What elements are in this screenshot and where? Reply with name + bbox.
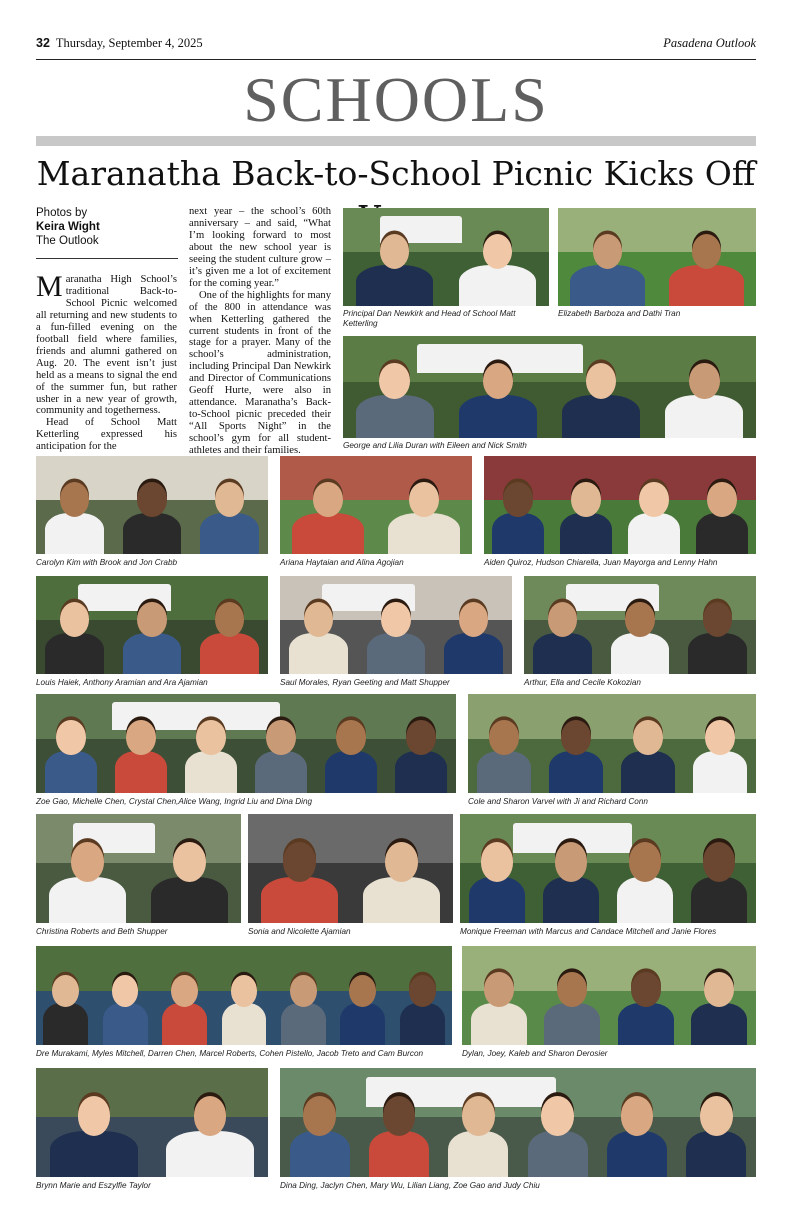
person-figure — [42, 1084, 146, 1177]
person-figure — [601, 1084, 672, 1177]
caption: Louis Haiek, Anthony Aramian and Ara Ajamian — [36, 678, 208, 687]
event-photo — [36, 576, 268, 674]
person-figure — [451, 351, 544, 438]
caption: Principal Dan Newkirk and Head of School Matt Ketterling — [343, 309, 516, 328]
person-figure — [284, 1084, 355, 1177]
drop-cap: M — [36, 270, 63, 303]
caption: Saul Morales, Ryan Geeting and Matt Shupper — [280, 678, 450, 687]
caption: Carolyn Kim with Brook and Jon Crabb — [36, 558, 178, 567]
caption: Dre Murakami, Myles Mitchell, Darren Chen, Marcel Roberts, Cohen Pistello, Jacob Treto and Cam Burcon — [36, 1049, 424, 1058]
person-figure — [348, 223, 441, 306]
person-figure — [612, 830, 679, 923]
person-figure — [195, 471, 265, 554]
person-figure — [158, 961, 211, 1045]
event-photo — [36, 694, 456, 793]
photo-credit — [36, 206, 178, 248]
person-figure — [40, 709, 103, 793]
caption: George and Lilia Duran with Eileen and Nick Smith — [343, 441, 527, 450]
person-figure — [253, 830, 345, 923]
person-figure — [522, 1084, 593, 1177]
person-figure — [39, 961, 92, 1045]
person-figure — [158, 1084, 262, 1177]
person-figure — [250, 709, 313, 793]
person-figure — [472, 709, 537, 793]
header-rule — [36, 59, 756, 60]
headline: Maranatha Back-to-School Picnic Kicks Off — [36, 154, 756, 193]
person-figure — [439, 591, 509, 674]
caption: Monique Freeman with Marcus and Candace Mitchell and Janie Flores — [460, 927, 717, 936]
person-figure — [195, 591, 265, 674]
event-photo — [280, 456, 472, 554]
event-photo — [36, 456, 268, 554]
folio — [36, 36, 203, 51]
person-figure — [683, 591, 753, 674]
section-divider — [36, 136, 756, 146]
person-figure — [466, 961, 532, 1045]
person-figure — [381, 471, 467, 554]
event-photo — [343, 336, 756, 438]
caption: Brynn Marie and Eszylfie Taylor — [36, 1181, 151, 1190]
person-figure — [443, 1084, 514, 1177]
page-number: 32 — [36, 36, 50, 50]
caption: Dylan, Joey, Kaleb and Sharon Derosier — [462, 1049, 608, 1058]
event-photo — [524, 576, 756, 674]
paragraph-1: aranatha High School’s traditional Back-to-School Picnic welcomed all returning and new students to a fun-filled evening on the football field where families, friends and alumni gathered on Aug. 20. The event isn’t just held as a means to signal the end of the summer fun, but rather usher in a new year of growth, community and togetherness. — [36, 274, 177, 417]
person-figure — [686, 961, 752, 1045]
person-figure — [555, 471, 616, 554]
article-column-1 — [36, 270, 177, 453]
person-figure — [336, 961, 389, 1045]
person-figure — [348, 351, 441, 438]
event-photo — [280, 1068, 756, 1177]
credit-name: Keira Wight — [36, 221, 100, 233]
caption: Sonia and Nicolette Ajamian — [248, 927, 351, 936]
person-figure — [390, 709, 453, 793]
caption: Aiden Quiroz, Hudson Chiarella, Juan Mayorga and Lenny Hahn — [484, 558, 718, 567]
caption: Dina Ding, Jaclyn Chen, Mary Wu, Lilian Liang, Zoe Gao and Judy Chiu — [280, 1181, 540, 1190]
paragraph-3: next year – the school’s 60th anniversary – and said, “What I’m looking forward to most about the new school year is seeing the student culture grow – it’s given me a lot of excitement for the coming year.” — [189, 206, 331, 289]
person-figure — [144, 830, 236, 923]
credit-rule — [36, 258, 178, 259]
person-figure — [41, 830, 133, 923]
event-photo — [280, 576, 512, 674]
event-photo — [343, 208, 549, 306]
person-figure — [180, 709, 243, 793]
section-title: SCHOOLS — [243, 64, 549, 135]
person-figure — [361, 591, 431, 674]
person-figure — [320, 709, 383, 793]
person-figure — [691, 471, 752, 554]
person-figure — [538, 830, 605, 923]
event-photo — [468, 694, 756, 793]
person-figure — [658, 351, 751, 438]
event-photo — [484, 456, 756, 554]
article-column-2 — [189, 206, 331, 457]
person-figure — [117, 591, 187, 674]
person-figure — [363, 1084, 434, 1177]
event-photo — [36, 814, 241, 923]
person-figure — [686, 830, 753, 923]
person-figure — [277, 961, 330, 1045]
person-figure — [616, 709, 681, 793]
person-figure — [396, 961, 449, 1045]
caption: Cole and Sharon Varvel with Ji and Richard Conn — [468, 797, 648, 806]
person-figure — [487, 471, 548, 554]
person-figure — [613, 961, 679, 1045]
credit-label: Photos by — [36, 207, 88, 219]
event-photo — [36, 946, 452, 1045]
publication-name: Pasadena Outlook — [663, 36, 756, 50]
person-figure — [356, 830, 448, 923]
person-figure — [544, 709, 609, 793]
caption: Elizabeth Barboza and Dathi Tran — [558, 309, 681, 318]
paragraph-2: Head of School Matt Ketterling expressed his anticipation for the — [36, 417, 177, 453]
event-photo — [462, 946, 756, 1045]
person-figure — [555, 351, 648, 438]
person-figure — [688, 709, 753, 793]
person-figure — [528, 591, 598, 674]
event-photo — [460, 814, 756, 923]
person-figure — [623, 471, 684, 554]
person-figure — [284, 591, 354, 674]
person-figure — [563, 223, 652, 306]
person-figure — [40, 471, 110, 554]
person-figure — [451, 223, 544, 306]
person-figure — [40, 591, 110, 674]
event-photo — [248, 814, 453, 923]
person-figure — [217, 961, 270, 1045]
person-figure — [98, 961, 151, 1045]
person-figure — [539, 961, 605, 1045]
event-photo — [558, 208, 756, 306]
caption: Zoe Gao, Michelle Chen, Crystal Chen,Alice Wang, Ingrid Liu and Dina Ding — [36, 797, 313, 806]
caption: Christina Roberts and Beth Shupper — [36, 927, 168, 936]
event-photo — [36, 1068, 268, 1177]
person-figure — [117, 471, 187, 554]
person-figure — [605, 591, 675, 674]
person-figure — [681, 1084, 752, 1177]
person-figure — [464, 830, 531, 923]
paragraph-4: One of the highlights for many of the 800 in attendance was when Ketterling gathered the current students in front of the stage for a prayer. Many of the school’s administration, including Principal Dan Newkirk and Director of Communications Geoff Hurte, were also in attendance. Maranatha’s Back-to-School picnic preceded their “All Sports Night” in the school’s gym for all student-athletes and their families. — [189, 289, 331, 457]
caption: Arthur, Ella and Cecile Kokozian — [524, 678, 641, 687]
person-figure — [110, 709, 173, 793]
person-figure — [285, 471, 371, 554]
issue-date: Thursday, September 4, 2025 — [55, 36, 203, 50]
credit-org: The Outlook — [36, 235, 99, 247]
caption: Ariana Haytaian and Alina Agojian — [280, 558, 404, 567]
person-figure — [662, 223, 751, 306]
